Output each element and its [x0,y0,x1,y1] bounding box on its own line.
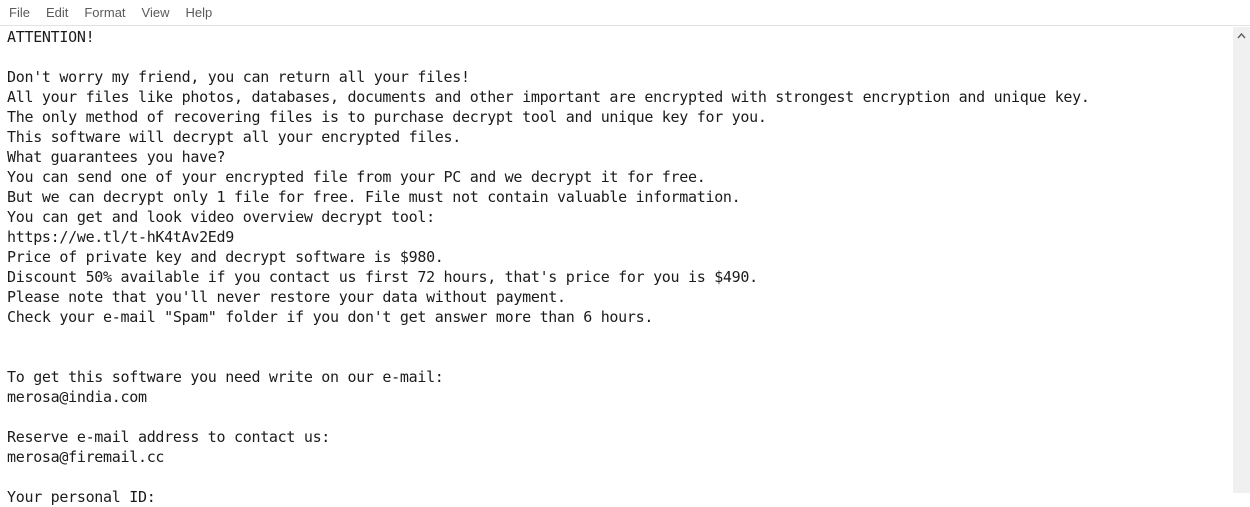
text-line: Please note that you'll never restore your data without payment. [7,288,566,306]
chevron-up-icon [1237,33,1246,39]
text-line: https://we.tl/t-hK4tAv2Ed9 [7,228,235,246]
text-line: Discount 50% available if you contact us first 72 hours, that's price for you is $490. [7,268,758,286]
menu-help[interactable]: Help [185,4,213,20]
text-line: merosa@firemail.cc [7,448,165,466]
menu-edit[interactable]: Edit [45,4,69,20]
menu-view[interactable]: View [141,4,170,20]
text-line: But we can decrypt only 1 file for free. File must not contain valuable information. [7,188,741,206]
text-line [0,467,1233,487]
text-line: ATTENTION! [7,28,95,46]
menu-format[interactable]: Format [84,4,126,20]
text-line: Price of private key and decrypt software is $980. [7,248,444,266]
scrollbar-up-button[interactable] [1233,27,1250,44]
menu-file[interactable]: File [9,4,30,20]
text-line: This software will decrypt all your encrypted files. [7,128,462,146]
text-line [0,47,1233,67]
scrollbar-track[interactable] [1233,44,1250,493]
text-line: Check your e-mail "Spam" folder if you don't get answer more than 6 hours. [7,308,654,326]
text-line [0,407,1233,427]
text-line: All your files like photos, databases, documents and other important are encrypted with strongest encryption and unique key. [7,88,1090,106]
text-line: merosa@india.com [7,388,147,406]
text-line: You can get and look video overview decrypt tool: [7,208,435,226]
text-line [0,327,1233,347]
text-line: To get this software you need write on our e-mail: [7,368,444,386]
text-editor-area[interactable] [0,27,1233,506]
text-line: What guarantees you have? [7,148,226,166]
vertical-scrollbar[interactable] [1233,27,1250,493]
text-line: Reserve e-mail address to contact us: [7,428,331,446]
menu-bar [0,0,1250,26]
text-line: Your personal ID: [7,488,156,506]
text-line [0,347,1233,367]
text-line: Don't worry my friend, you can return all your files! [7,68,470,86]
text-line: You can send one of your encrypted file from your PC and we decrypt it for free. [7,168,706,186]
text-line: The only method of recovering files is to purchase decrypt tool and unique key for you. [7,108,767,126]
